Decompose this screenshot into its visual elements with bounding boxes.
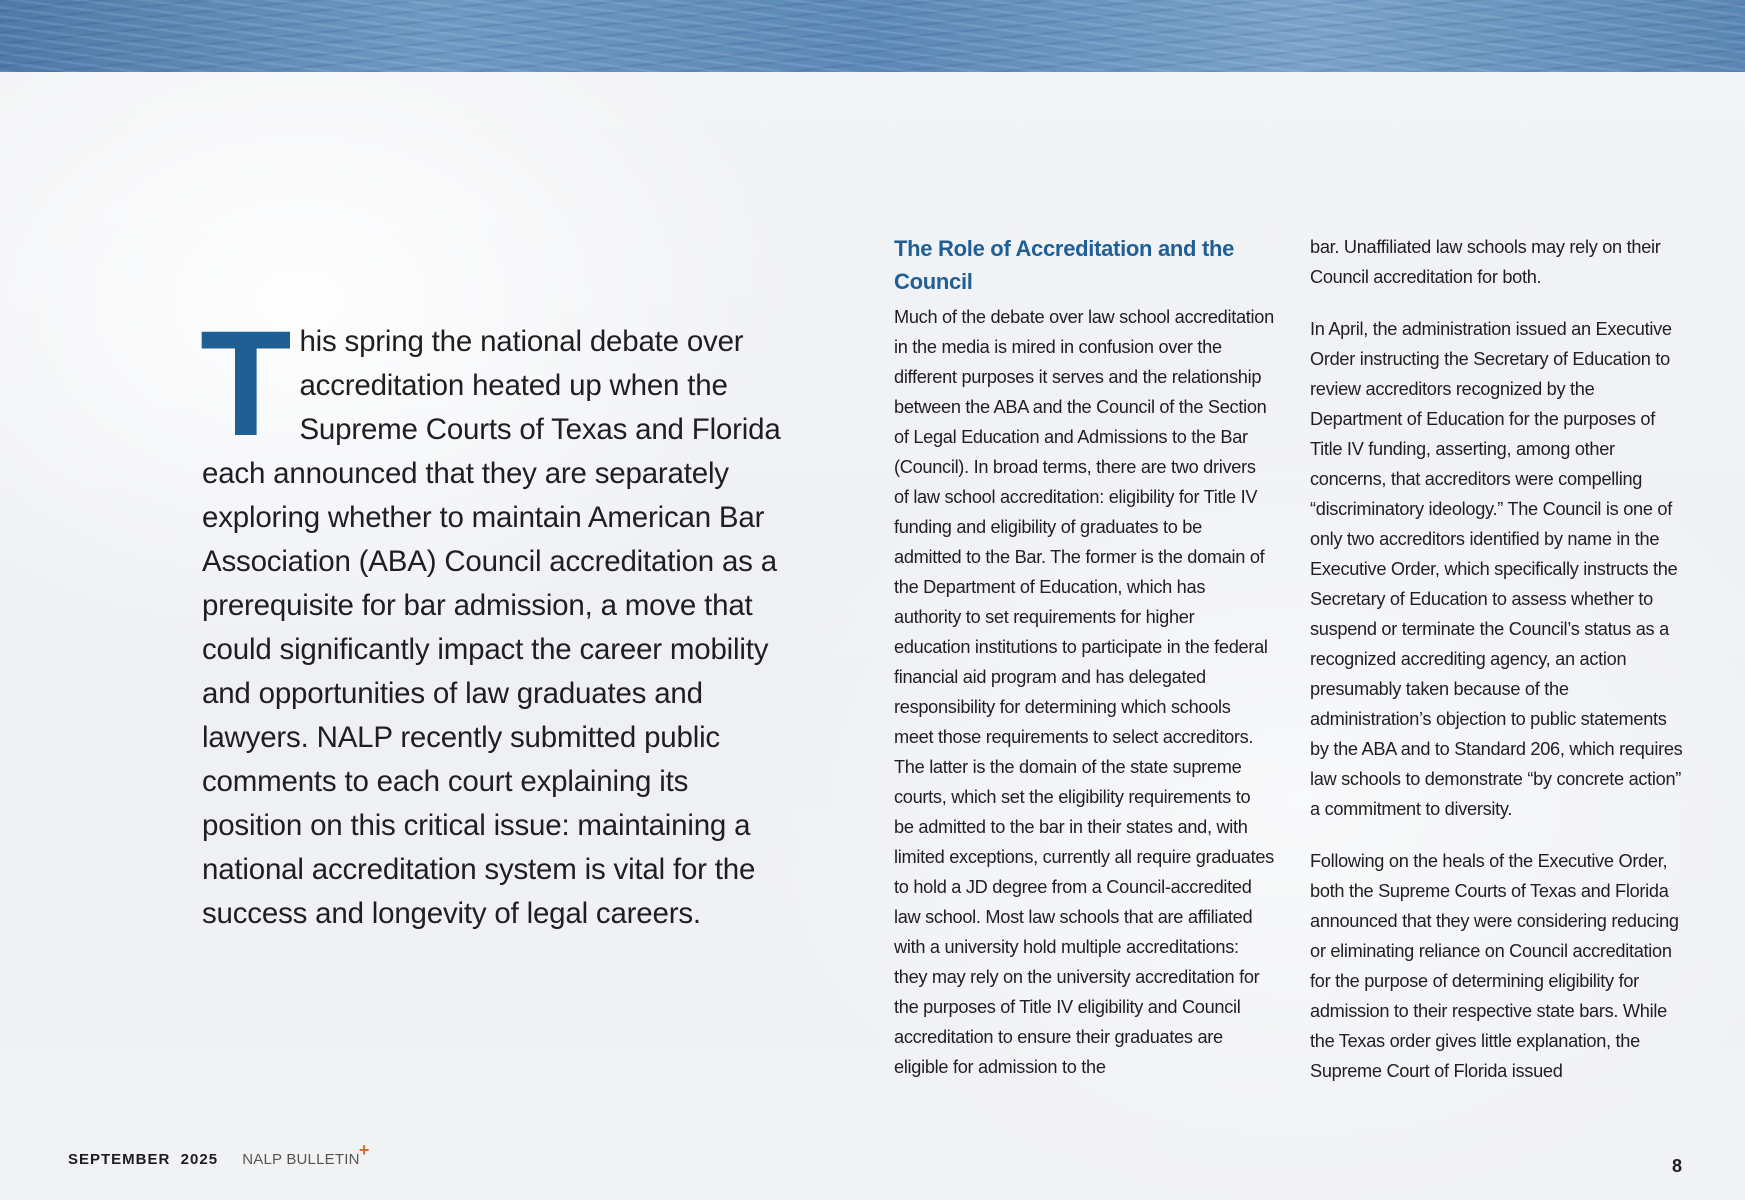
page-number: 8 [1672,1156,1683,1176]
header-water-image [0,0,1745,72]
lead-paragraph [200,299,782,936]
article-column-2 [1310,232,1688,1108]
column2-paragraph-2: In April, the administration issued an Executive Order instructing the Secretary of Education to review accreditors recognized by the Department of Education for the purposes of Title IV funding, asserting, among other concerns, that accreditors were compelling “discriminatory ideology.” The Council is one of only two accreditors identified by name in the Executive Order, which specifically instructs the Secretary of Education to assess whether to suspend or terminate the Council’s status as a recognized accrediting agency, an action presumably taken because of the administration’s objection to public statements by the ABA and to Standard 206, which requires law schools to demonstrate “by concrete action” a commitment to diversity. [1310,319,1683,819]
section-heading: The Role of Accreditation and the Council [894,236,1235,294]
page-footer [68,1140,370,1170]
lead-text: his spring the national debate over accreditation heated up when the Supreme Courts of Texas and Florida each announced that they are separately exploring whether to maintain American Bar Association (ABA) Council accreditation as a prerequisite for bar admission, a move that could significantly impact the career mobility and opportunities of law graduates and lawyers. NALP recently submitted public comments to each court explaining its position on this critical issue: maintaining a national accreditation system is vital for the success and longevity of legal careers. [202,325,781,930]
plus-icon: + [358,1140,370,1160]
issue-date: SEPTEMBER 2025 [68,1151,219,1168]
publication-title: NALP BULLETIN [242,1151,360,1168]
column2-paragraph-1: bar. Unaffiliated law schools may rely on their Council accreditation for both. [1310,237,1661,287]
publication-name [242,1140,370,1168]
dropcap: T [200,299,292,467]
column1-paragraph-1: Much of the debate over law school accreditation in the media is mired in confusion over the different purposes it serves and the relationship between the ABA and the Council of the Section of Legal Education and Admissions to the Bar (Council). In broad terms, there are two drivers of law school accreditation: eligibility for Title IV funding and eligibility of graduates to be admitted to the Bar. The former is the domain of the Department of Education, which has authority to set requirements for higher education institutions to participate in the federal financial aid program and has delegated responsibility for determining which schools meet those requirements to select accreditors. The latter is the domain of the state supreme courts, which set the eligibility requirements to be admitted to the bar in their states and, with limited exceptions, currently all require graduates to hold a JD degree from a Council-accredited law school. Most law schools that are affiliated with a university hold multiple accreditations: they may rely on the university accreditation for the purposes of Title IV eligibility and Council accreditation to ensure their graduates are eligible for admission to the [894,307,1274,1077]
article-column-1 [894,232,1274,1104]
column2-paragraph-3: Following on the heals of the Executive Order, both the Supreme Courts of Texas and Florida announced that they were considering reducing or eliminating reliance on Council accreditation for the purpose of determining eligibility for admission to their respective state bars. While the Texas order gives little explanation, the Supreme Court of Florida issued [1310,851,1679,1081]
